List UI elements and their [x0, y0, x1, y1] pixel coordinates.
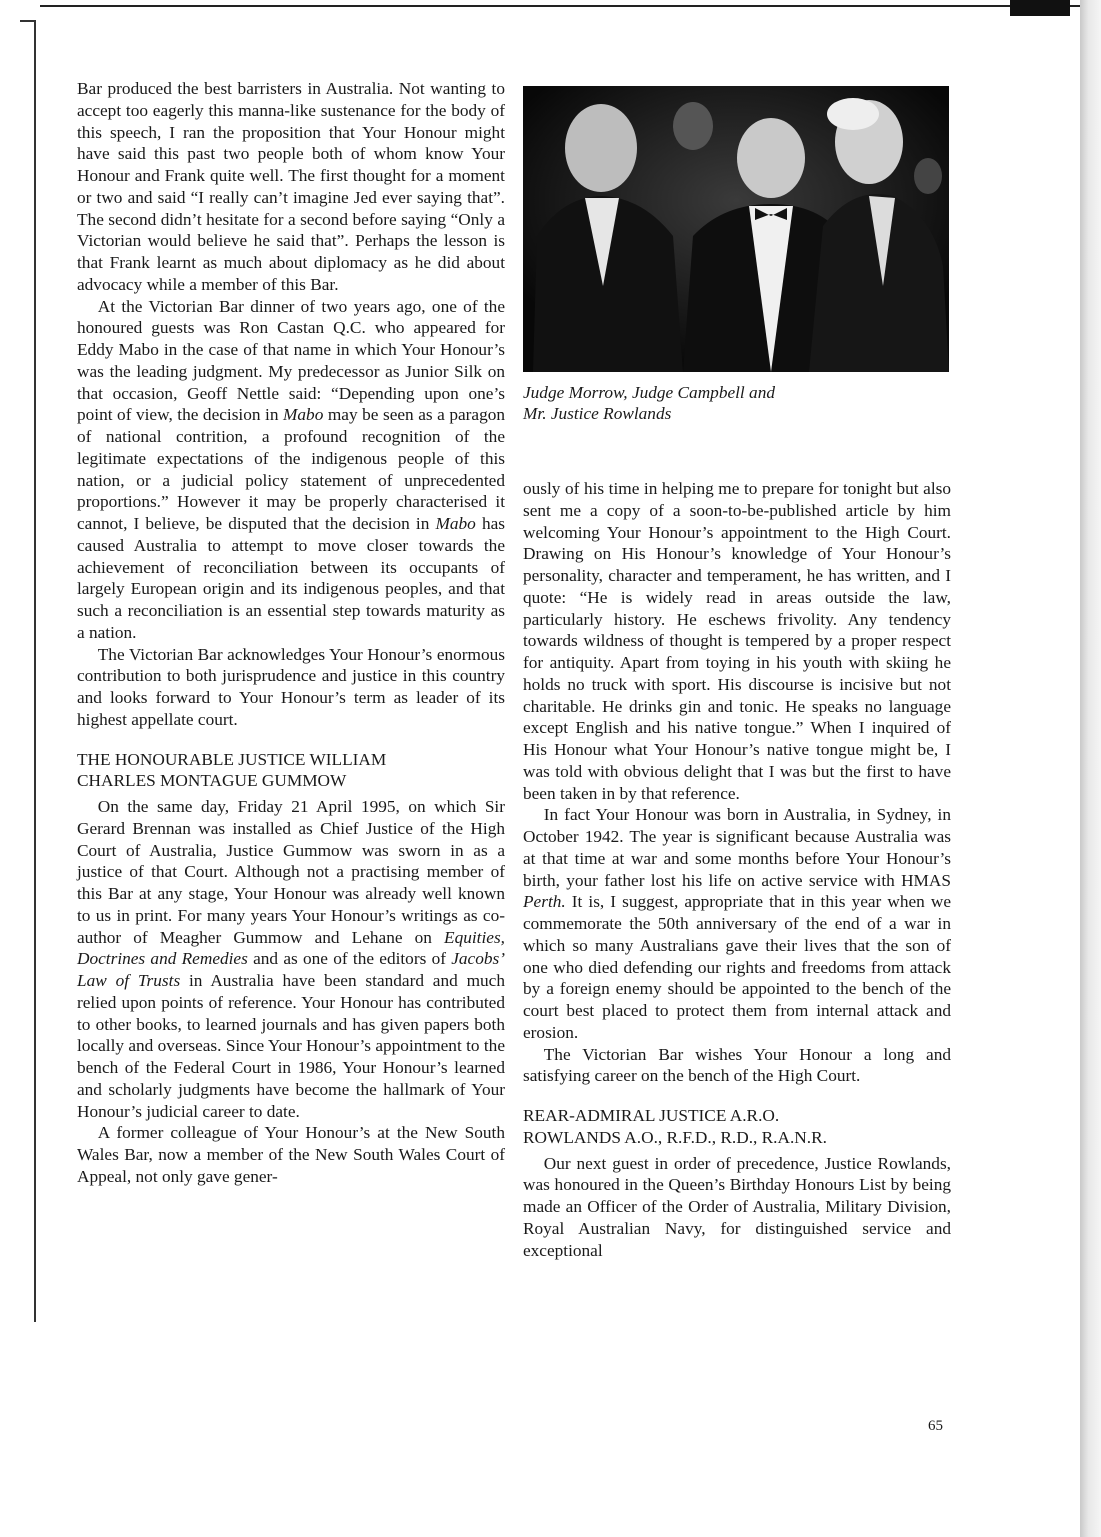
- page-edge-top: [40, 5, 1080, 7]
- paragraph: In fact Your Honour was born in Australia, in Sydney, in October 1942. The year is significant because Australia was at that time at war and some months before Your Honour’s birth, your father lost his life on active service with HMAS Perth. It is, I suggest, appropriate that in this year when we commemorate the 50th anniversary of the end of a war in which so many Australians gave their lives that the son of one who died defending our rights and freedoms from attack by a foreign enemy should be appointed to the bench of the court best placed to protect them from internal attack and erosion.: [523, 805, 951, 1042]
- page-edge-left-tick: [20, 20, 36, 22]
- section-heading-rowlands: REAR-ADMIRAL JUSTICE A.R.O. ROWLANDS A.O., R.F.D., R.D., R.A.N.R.: [523, 1106, 827, 1147]
- page-edge-left: [34, 22, 36, 1322]
- photo-image: [523, 86, 949, 372]
- paragraph: At the Victorian Bar dinner of two years ago, one of the honoured guests was Ron Castan Q.C. who appeared for Eddy Mabo in the case of that name in which Your Honour’s was the leading judgment. My predecessor as Junior Silk on that occasion, Geoff Nettle said: “Depending upon one’s point of view, the decision in Mabo may be seen as a paragon of national contrition, a profound recognition of the legitimate expectations of the indigenous people of this nation, or a judicial policy statement of unprecedented proportions.” However it may be properly characterised it cannot, I believe, be disputed that the decision in Mabo has caused Australia to attempt to move closer towards the achievement of reconciliation between its occupants of largely European origin and its indigenous peoples, and that such a reconciliation is an essential step towards maturity as a nation.: [77, 296, 505, 642]
- photo-caption: Judge Morrow, Judge Campbell and Mr. Justice Rowlands: [523, 383, 775, 423]
- paragraph: Bar produced the best barristers in Australia. Not wanting to accept too eagerly this manna-like sustenance for the body of this speech, I ran the proposition that Your Honour might have said this past two people both of whom know Your Honour and Frank quite well. The first thought for a moment or two and said “I really can’t imagine Jed ever saying that”. The second didn’t hesitate for a second before saying “Only a Victorian would believe he said that”. Perhaps the lesson is that Frank learnt as much about diplomacy as he did about advocacy while a member of this Bar.: [77, 79, 505, 294]
- paragraph: On the same day, Friday 21 April 1995, on which Sir Gerard Brennan was installed as Chief Justice of the High Court of Australia, Justice Gummow was sworn in as a justice of that Court. Although not a practising member of this Bar at any stage, Your Honour was already well known to us in print. For many years Your Honour’s writings as co-author of Meagher Gummow and Lehane on Equities, Doctrines and Remedies and as one of the editors of Jacobs’ Law of Trusts in Australia have been standard and much relied upon points of reference. Your Honour has contributed to other books, to learned journals and has given papers both locally and overseas. Since Your Honour’s appointment to the bench of the Federal Court in 1986, Your Honour’s learned and scholarly judgments have become the hallmark of Your Honour’s judicial career to date.: [77, 797, 505, 1121]
- page-edge-corner: [1010, 0, 1070, 16]
- right-column: [523, 78, 951, 1261]
- section-heading-gummow: THE HONOURABLE JUSTICE WILLIAM CHARLES MONTAGUE GUMMOW: [77, 749, 387, 791]
- page-number: 65: [928, 1418, 943, 1434]
- paragraph: The Victorian Bar acknowledges Your Honour’s enormous contribution to both jurisprudence and justice in this country and looks forward to Your Honour’s term as leader of its highest appellate court.: [77, 644, 505, 729]
- left-column: [77, 78, 505, 1188]
- page-gutter-shadow: [1080, 0, 1101, 1537]
- paragraph: A former colleague of Your Honour’s at the New South Wales Bar, now a member of the New South Wales Court of Appeal, not only gave gener-: [77, 1123, 505, 1186]
- paragraph: Our next guest in order of precedence, Justice Rowlands, was honoured in the Queen’s Birthday Honours List by being made an Officer of the Order of Australia, Military Division, Royal Australian Navy, for distinguished service and exceptional: [523, 1153, 951, 1260]
- photo-judges: [523, 86, 949, 372]
- paragraph: The Victorian Bar wishes Your Honour a long and satisfying career on the bench of the High Court.: [523, 1044, 951, 1086]
- paragraph: ously of his time in helping me to prepare for tonight but also sent me a copy of a soon-to-be-published article by him welcoming Your Honour’s appointment to the High Court. Drawing on His Honour’s knowledge of Your Honour’s personality, character and temperament, he has written, and I quote: “He is widely read in areas outside the law, particularly history. He eschews frivolity. Any tendency towards wildness of thought is tempered by a proper respect for antiquity. Apart from toying in his youth with skiing he holds no truck with sport. His discourse is incisive but not charitable. He drinks gin and tonic. He speaks no language except English and his native tongue.” When I inquired of His Honour what Your Honour’s native tongue might be, I was told with obvious delight that I was but the first to have been taken in by that reference.: [523, 479, 951, 803]
